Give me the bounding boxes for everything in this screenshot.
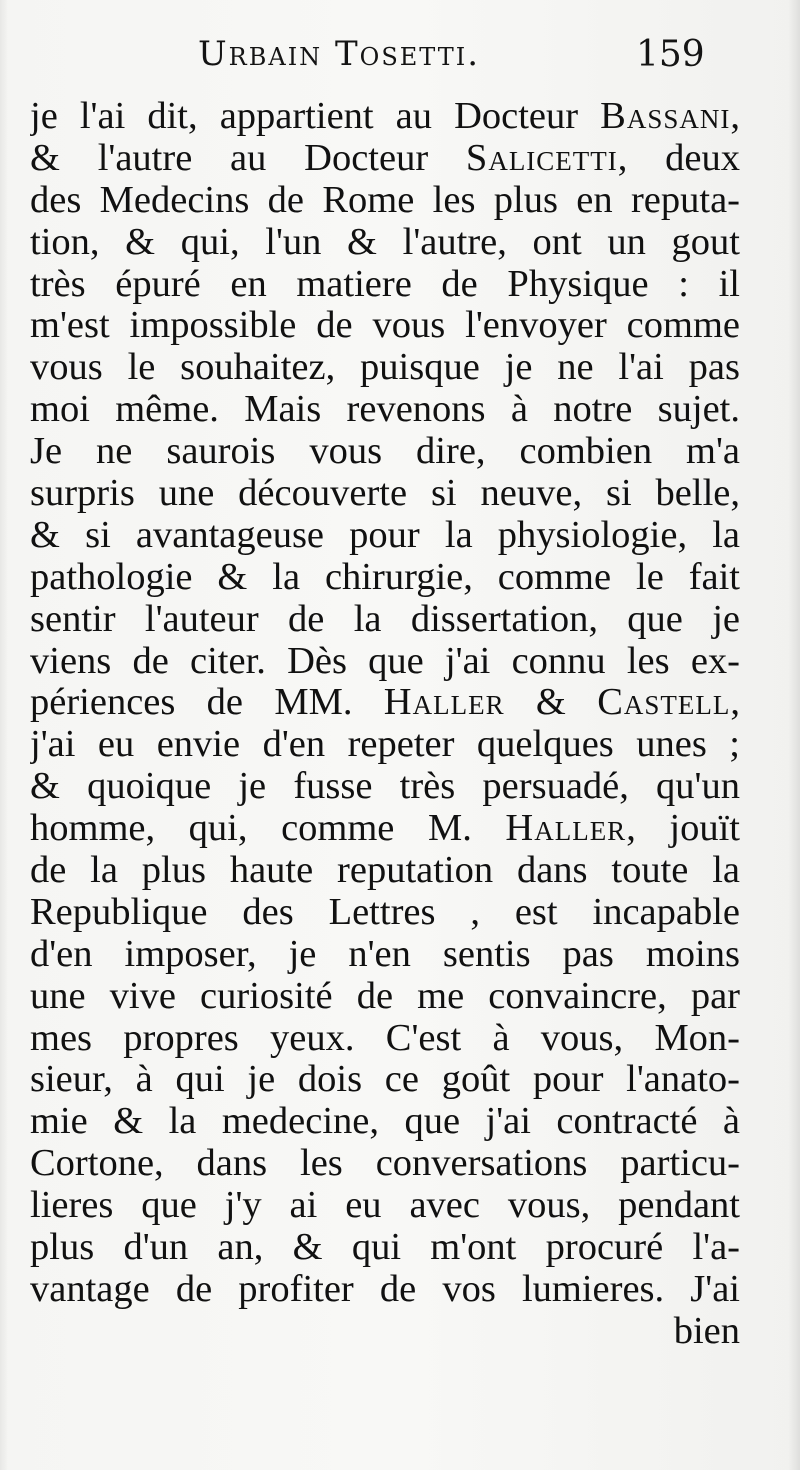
text-segment: Republique des Lettres , est incapable xyxy=(30,891,740,933)
text-segment: , deux xyxy=(617,137,740,179)
text-line xyxy=(30,515,740,557)
text-line xyxy=(30,305,740,347)
text-line xyxy=(30,347,740,389)
text-segment: une vive curiosité de me convaincre, par xyxy=(30,975,740,1017)
text-segment: m'est impossible de vous l'envoyer comme xyxy=(30,305,740,347)
text-segment: mes propres yeux. C'est à vous, Mon- xyxy=(30,1017,740,1059)
page-gutter-shadow xyxy=(0,0,8,1470)
text-line xyxy=(30,808,740,850)
text-line xyxy=(30,180,740,222)
text-line xyxy=(30,1018,740,1060)
text-line xyxy=(30,599,740,641)
text-segment: tion, & qui, l'un & l'autre, ont un gout xyxy=(30,221,740,263)
text-line xyxy=(30,389,740,431)
text-line xyxy=(30,934,740,976)
text-segment: & si avantageuse pour la physiologie, la xyxy=(30,514,740,556)
text-segment: très épuré en matiere de Physique : il xyxy=(30,263,740,305)
body-text xyxy=(30,96,740,1353)
text-line xyxy=(30,976,740,1018)
text-line xyxy=(30,641,740,683)
text-segment: mie & la medecine, que j'ai contracté à xyxy=(30,1101,740,1143)
text-line xyxy=(30,222,740,264)
text-line xyxy=(30,1185,740,1227)
text-segment: Je ne saurois vous dire, combien m'a xyxy=(30,431,740,473)
text-segment: plus d'un an, & qui m'ont procuré l'a- xyxy=(30,1227,740,1269)
text-segment: , xyxy=(730,96,740,137)
text-segment: vantage de profiter de vos lumieres. J'ai xyxy=(30,1268,740,1310)
text-segment: moi même. Mais revenons à notre sujet. xyxy=(30,389,740,431)
proper-name: Haller xyxy=(383,682,505,724)
text-segment: je l'ai dit, appartient au Docteur xyxy=(30,96,601,137)
text-segment: de la plus haute reputation dans toute la xyxy=(30,850,740,892)
running-title: Urbain Tosetti. xyxy=(198,34,481,74)
running-head xyxy=(0,34,800,94)
text-segment: périences de MM. xyxy=(30,682,384,724)
proper-name: Castell xyxy=(597,682,731,724)
text-line xyxy=(30,96,740,138)
text-segment: vous le souhaitez, puisque je ne l'ai pas xyxy=(30,347,740,389)
text-segment: viens de citer. Dès que j'ai connu les ex- xyxy=(30,640,740,682)
text-line xyxy=(30,1101,740,1143)
text-line xyxy=(30,431,740,473)
text-segment: & xyxy=(504,682,598,724)
text-segment: d'en imposer, je n'en sentis pas moins xyxy=(30,933,740,975)
text-segment: lieres que j'y ai eu avec vous, pendant xyxy=(30,1185,740,1227)
text-line xyxy=(30,1059,740,1101)
text-segment: bien xyxy=(673,1310,740,1352)
text-line xyxy=(30,766,740,808)
text-segment: sieur, à qui je dois ce goût pour l'anato- xyxy=(30,1059,740,1101)
text-line xyxy=(30,1227,740,1269)
text-segment: homme, qui, comme M. xyxy=(30,808,506,850)
page-edge-shadow xyxy=(788,0,800,1470)
text-line xyxy=(30,473,740,515)
text-segment: des Medecins de Rome les plus en reputa- xyxy=(30,179,740,221)
text-line xyxy=(30,1311,740,1353)
text-line xyxy=(30,682,740,724)
text-segment: , jouït xyxy=(626,808,740,850)
proper-name: Haller xyxy=(505,808,627,850)
text-segment: j'ai eu envie d'en repeter quelques unes ; xyxy=(30,724,740,766)
proper-name: Bassani xyxy=(600,96,731,137)
text-segment: , xyxy=(730,682,740,724)
proper-name: Salicetti xyxy=(465,137,618,179)
text-segment: & l'autre au Docteur xyxy=(30,137,466,179)
text-line xyxy=(30,557,740,599)
text-segment: Cortone, dans les conversations particu- xyxy=(30,1143,740,1185)
text-line xyxy=(30,264,740,306)
text-line xyxy=(30,138,740,180)
text-segment: surpris une découverte si neuve, si belle, xyxy=(30,473,740,515)
text-line xyxy=(30,850,740,892)
text-segment: sentir l'auteur de la dissertation, que je xyxy=(30,598,740,640)
page-number: 159 xyxy=(636,34,705,75)
text-line xyxy=(30,724,740,766)
text-segment: pathologie & la chirurgie, comme le fait xyxy=(30,556,740,598)
text-segment: & quoique je fusse très persuadé, qu'un xyxy=(30,766,740,808)
text-line xyxy=(30,1143,740,1185)
text-line xyxy=(30,892,740,934)
text-line xyxy=(30,1269,740,1311)
